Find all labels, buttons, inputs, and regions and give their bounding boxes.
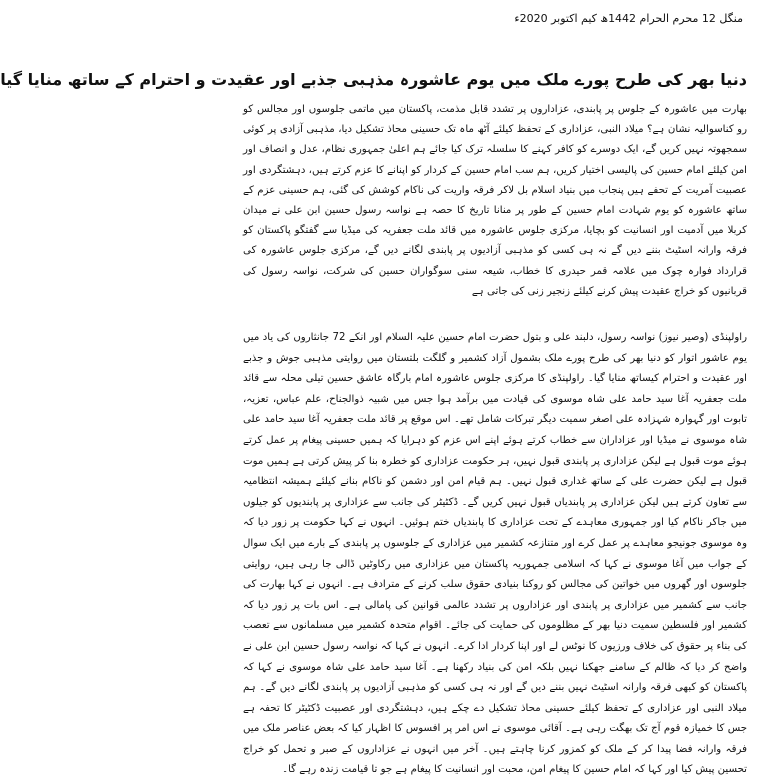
headline: دنیا بھر کی طرح پورے ملک میں یوم عاشورہ مذہبی جذبے اور عقیدت و احترام کے ساتھ منایا گیا	[0, 70, 747, 89]
report-paragraph: راولپنڈی (وصیر نیوز) نواسہ رسول، دلبند علی و بتول حضرت امام حسین علیہ السلام اور انکے 72 جانثاروں کی یاد میں یوم عاشور اتوار کو دنیا بھر کی طرح پورے ملک بشمول آزاد کشمیر و گلگت بلتستان میں روایتی مذہبی جوش و جذبے اور عقیدت و احترام کیساتھ منایا گیا۔ راولپنڈی کا مرکزی جلوس عاشورہ امام بارگاہ عاشق حسین تیلی محلہ سے قائد ملت جعفریہ آغا سید حامد علی شاہ موسوی کی قیادت میں برآمد ہوا جس میں شبیہ ذوالجناح، علم عباس، تعزیہ، تابوت اور گہوارہ شہزادہ علی اصغر سمیت دیگر تبرکات شامل تھے۔ اس موقع پر قائد ملت جعفریہ آغا سید حامد علی شاہ موسوی نے میڈیا اور عزاداران سے خطاب کرتے ہوئے اپنے اس عزم کو دہرایا کہ ہمیں حسینی پیغام پر عمل کرتے ہوئے موت قبول ہے لیکن عزاداری پر پابندی قبول نہیں، ہر حکومت عزاداری کو خطرہ بنا کر پیش کرتی ہے ہمیں موت قبول ہے لیکن حضرت علی کے ساتھ غداری قبول نہیں۔ ہم قیام امن اور دشمن کو ناکام بنانے کیلئے ہمیشہ انتظامیہ سے تعاون کرتے ہیں لیکن عزاداری پر پابندیاں قبول نہیں کریں گے۔ ڈکٹیٹر کی جانب سے عزاداری پر پابندیوں کو جیلوں میں جاکر ناکام کیا اور جمہوری معاہدے کے تحت عزاداری کا پابندیاں ختم ہوئیں۔ انہوں نے کہا حکومت پر زور دیا کہ وہ موسوی جونیجو معاہدے پر عمل کرے اور متنازعہ کشمیر میں عزاداری کے جلوسوں پر پابندی کے بارے میں ایک سوال کے جواب میں آغا موسوی نے کہا کہ اسلامی جمہوریہ پاکستان میں عزاداری میں رکاوٹیں ڈالی جا رہی ہیں، روایتی جلوسوں اور گھروں میں خواتین کی مجالس کو روکنا بنیادی حقوق سلب کرنے کے مترادف ہے۔ انہوں نے کہا بھارت کی جانب سے کشمیر میں عزاداری پر پابندی اور عزاداروں پر تشدد عالمی قوانین کی پامالی ہے۔ اس بات پر زور دیا کہ کشمیر اور فلسطین سمیت دنیا بھر کے مظلوموں کی حمایت کی جائے۔ اقوام متحدہ کشمیر میں مسلمانوں سے تعصب کی بناء پر حقوق کی خلاف ورزیوں کا نوٹس لے اور اپنا کردار ادا کرے۔ انہوں نے کہا کہ نواسہ رسول حسین ابن علی نے واضح کر دیا کہ ظالم کے سامنے جھکنا نہیں بلکہ امن کی بنیاد رکھنا ہے۔ آغا سید حامد علی شاہ موسوی نے کہا کہ پاکستان کو کبھی فرقہ وارانہ اسٹیٹ نہیں بننے دیں گے اور نہ ہی کسی کو مذہبی آزادیوں پر پابندی لگانے دیں گے۔ ہم میلاد النبی اور عزاداری کے تحفظ کیلئے حسینی محاذ تشکیل دے چکے ہیں، دہشتگردی اور عصبیت ڈکٹیٹر کا تحفہ ہے جس کا خمیازہ قوم آج تک بھگت رہی ہے۔ آقائی موسوی نے اس امر پر افسوس کا اظہار کیا کہ بعض عناصر ملک میں فرقہ وارانہ فضا پیدا کر کے ملک کو کمزور کرنا چاہتے ہیں۔ آخر میں انہوں نے عزاداروں کے صبر و تحمل کو خراج تحسین پیش کیا اور کہا کہ امام حسین کا پیغام امن، محبت اور انسانیت کا پیغام ہے جو تا قیامت زندہ رہے گا۔	[243, 332, 747, 776]
intro-paragraph: بھارت میں عاشورہ کے جلوس پر پابندی، عزاداروں پر تشدد قابل مذمت، پاکستان میں ماتمی جلوسوں اور مجالس کو رو کناسوالیہ نشان ہے؟ میلاد النبی، عزاداری کے تحفظ کیلئے آٹھ ماہ تک حسینی محاذ تشکیل دیا، مذہبی آزادی پر کوئی سمجھوتہ نہیں کریں گے، ایک دوسرے کو کافر کہنے کا سلسلہ ترک کیا جائے ہم اعلیٰ جمہوری نظام، عدل و انصاف اور امن کیلئے امام حسین کی پالیسی اختیار کریں، ہم سب امام حسین کے کردار کو اپنانے کا عزم کرتے ہیں، دہشتگردی اور عصبیت آمریت کے تحفے ہیں پنجاب میں بنیاد اسلام بل لاکر فرقہ واریت کی ناکام کوشش کی گئی، ہم حسینی عزم کے ساتھ عاشورہ کو یوم شہادت امام حسین کے طور پر منانا تاریخ کا حصہ ہے نواسہ رسول حسین ابن علی نے میدان کربلا میں آدمیت اور انسانیت کو بچایا، مرکزی جلوس عاشورہ میں قائد ملت جعفریہ کی میڈیا سے گفتگو پاکستان کو فرقہ وارانہ اسٹیٹ بننے دیں گے نہ ہی کسی کو مذہبی آزادیوں پر پابندی لگانے دیں گے، مرکزی جلوس عاشورہ کی قرارداد فوارہ چوک میں علامہ قمر حیدری کا خطاب، شیعہ سنی سوگواران حسین کی شرکت، نواسہ رسول کی قربانیوں کو خراج عقیدت پیش کرنے کیلئے زنجیر زنی کی جاتی ہے	[243, 104, 747, 297]
dateline: منگل 12 محرم الحرام 1442ھ کیم اکتوبر 2020ء	[514, 12, 743, 25]
